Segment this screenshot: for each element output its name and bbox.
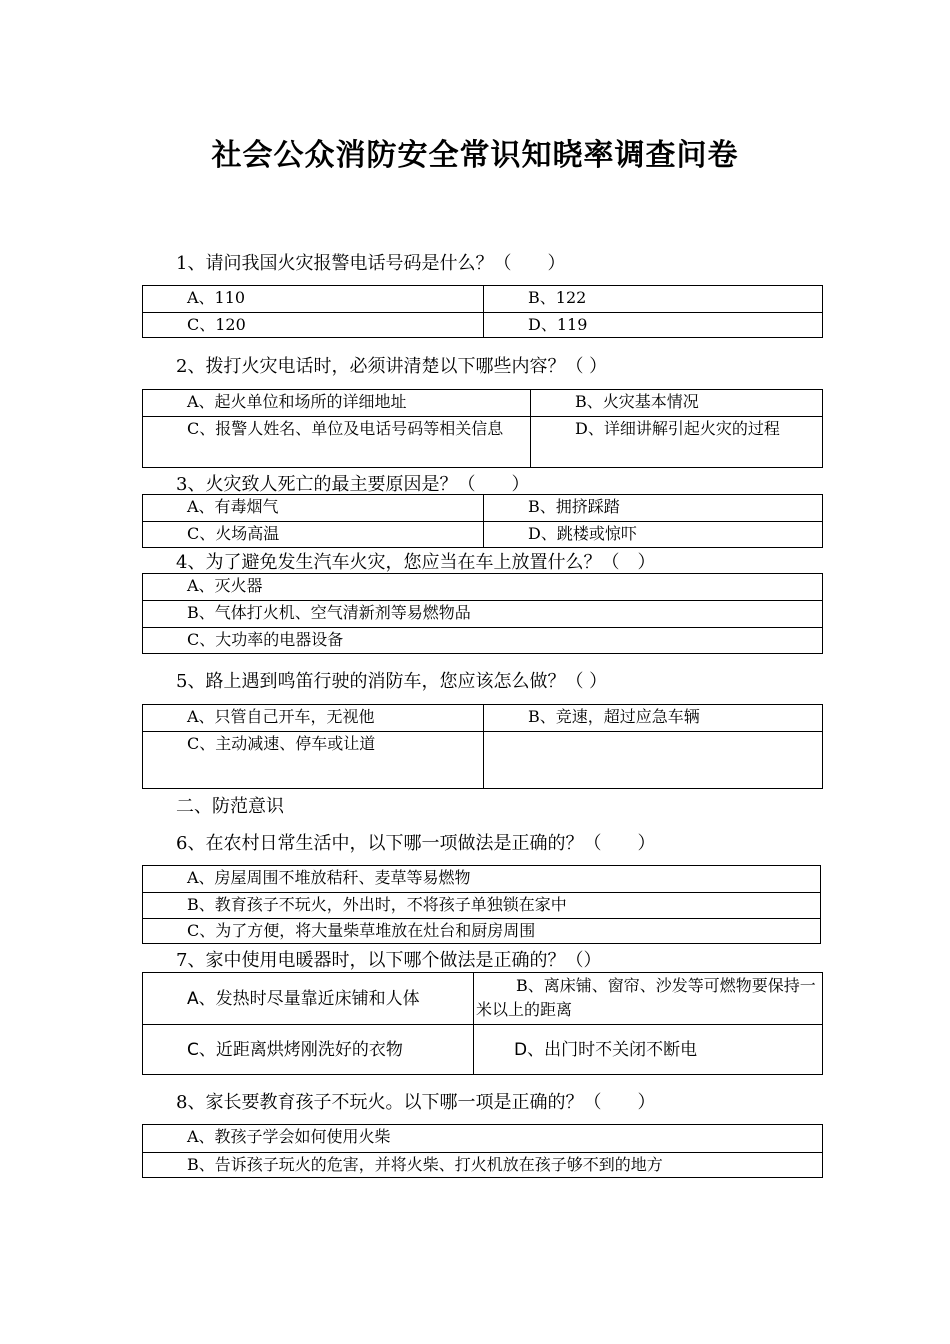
question-4: 4、为了避免发生汽车火灾，您应当在车上放置什么？（ ） xyxy=(176,552,656,573)
question-3: 3、火灾致人死亡的最主要原因是？（ ） xyxy=(176,474,530,495)
options-table-1 xyxy=(142,285,823,338)
option-a[interactable]: A、灭火器 xyxy=(187,576,263,595)
question-1: 1、请问我国火灾报警电话号码是什么？（ ） xyxy=(176,253,566,274)
option-b[interactable]: B、离床铺、窗帘、沙发等可燃物要保持一米以上的距离 xyxy=(473,973,822,1024)
options-table-3 xyxy=(142,494,823,548)
section-heading: 二、防范意识 xyxy=(176,796,284,817)
options-table-8 xyxy=(142,1124,823,1178)
options-table-2 xyxy=(142,389,823,468)
question-8: 8、家长要教育孩子不玩火。以下哪一项是正确的？（ ） xyxy=(176,1092,656,1113)
option-a[interactable]: A、房屋周围不堆放秸秆、麦草等易燃物 xyxy=(187,868,471,887)
question-5: 5、路上遇到鸣笛行驶的消防车，您应该怎么做？（ ） xyxy=(176,671,608,692)
question-2: 2、拨打火灾电话时，必须讲清楚以下哪些内容？（ ） xyxy=(176,356,608,377)
options-table-7 xyxy=(142,972,823,1075)
option-a[interactable]: A、教孩子学会如何使用火柴 xyxy=(187,1127,391,1146)
option-c[interactable]: C、大功率的电器设备 xyxy=(187,630,344,649)
option-d[interactable]: D、出门时不关闭不断电 xyxy=(473,1025,822,1074)
option-d[interactable]: D、119 xyxy=(483,313,822,337)
question-7: 7、家中使用电暖器时，以下哪个做法是正确的？（） xyxy=(176,950,602,971)
option-c[interactable]: C、为了方便，将大量柴草堆放在灶台和厨房周围 xyxy=(187,921,536,940)
option-b[interactable]: B、拥挤踩踏 xyxy=(483,495,822,521)
page-title: 社会公众消防安全常识知晓率调查问卷 xyxy=(211,138,739,173)
option-b[interactable]: B、火灾基本情况 xyxy=(530,390,822,416)
empty-cell xyxy=(483,732,822,788)
option-a[interactable]: A、有毒烟气 xyxy=(187,497,279,516)
option-c[interactable]: C、火场高温 xyxy=(187,524,280,543)
option-a[interactable]: A、发热时尽量靠近床铺和人体 xyxy=(187,988,420,1009)
options-table-4 xyxy=(142,573,823,654)
option-c[interactable]: C、主动减速、停车或让道 xyxy=(187,734,376,753)
option-c[interactable]: C、近距离烘烤刚洗好的衣物 xyxy=(187,1039,403,1060)
option-a[interactable]: A、起火单位和场所的详细地址 xyxy=(187,392,407,411)
options-table-6 xyxy=(142,865,821,944)
option-b[interactable]: B、气体打火机、空气清新剂等易燃物品 xyxy=(187,603,471,622)
option-b[interactable]: B、122 xyxy=(483,286,822,312)
option-d[interactable]: D、跳楼或惊吓 xyxy=(483,522,822,547)
option-d[interactable]: D、详细讲解引起火灾的过程 xyxy=(530,417,822,467)
option-c[interactable]: C、报警人姓名、单位及电话号码等相关信息 xyxy=(187,419,504,438)
options-table-5 xyxy=(142,704,823,789)
option-c[interactable]: C、120 xyxy=(187,315,246,334)
question-6: 6、在农村日常生活中，以下哪一项做法是正确的？（ ） xyxy=(176,833,656,854)
option-a[interactable]: A、110 xyxy=(187,288,246,307)
option-b[interactable]: B、竞速，超过应急车辆 xyxy=(483,705,822,731)
option-b[interactable]: B、教育孩子不玩火，外出时，不将孩子单独锁在家中 xyxy=(187,895,567,914)
option-a[interactable]: A、只管自己开车，无视他 xyxy=(187,707,375,726)
option-b[interactable]: B、告诉孩子玩火的危害，并将火柴、打火机放在孩子够不到的地方 xyxy=(187,1155,663,1174)
